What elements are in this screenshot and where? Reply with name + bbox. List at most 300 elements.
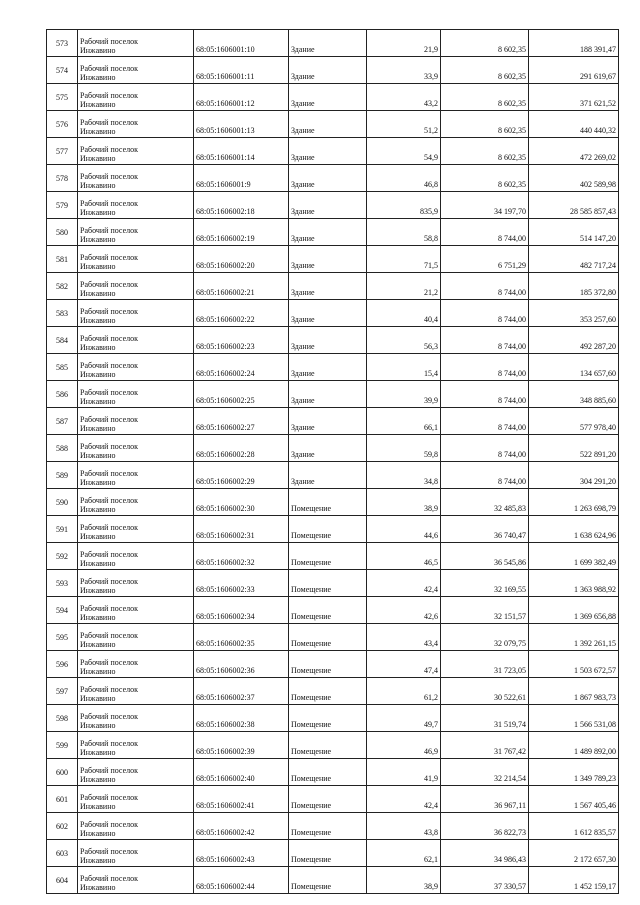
unit-value-cell: 8 744,00 <box>441 300 529 327</box>
table-row <box>47 84 619 111</box>
object-type-cell: Помещение <box>289 516 367 543</box>
unit-value-cell: 8 744,00 <box>441 462 529 489</box>
row-number-cell: 585 <box>47 354 78 381</box>
cadastral-value-cell: 28 585 857,43 <box>529 192 619 219</box>
cadastral-value-table <box>46 29 619 894</box>
table-row <box>47 840 619 867</box>
locality-type-text: Рабочий поселок <box>80 118 139 127</box>
locality-cell <box>78 273 194 300</box>
row-number-cell: 575 <box>47 84 78 111</box>
unit-value-cell: 36 822,73 <box>441 813 529 840</box>
table-row <box>47 516 619 543</box>
object-type-cell: Здание <box>289 138 367 165</box>
cadastral-number-cell: 68:05:1606002:27 <box>194 408 289 435</box>
locality-name-text: Инжавино <box>80 126 116 136</box>
cadastral-value-cell: 2 172 657,30 <box>529 840 619 867</box>
locality-cell <box>78 246 194 273</box>
locality-cell <box>78 57 194 84</box>
cadastral-number-cell: 68:05:1606002:42 <box>194 813 289 840</box>
locality-type-text: Рабочий поселок <box>80 523 139 532</box>
object-type-cell: Здание <box>289 273 367 300</box>
locality-type-text: Рабочий поселок <box>80 334 139 343</box>
cadastral-value-cell: 1 638 624,96 <box>529 516 619 543</box>
row-number-cell: 577 <box>47 138 78 165</box>
table-row <box>47 489 619 516</box>
unit-value-cell: 32 214,54 <box>441 759 529 786</box>
locality-name-text: Инжавино <box>80 450 116 460</box>
row-number-cell: 601 <box>47 786 78 813</box>
table-row <box>47 111 619 138</box>
locality-name-text: Инжавино <box>80 369 116 379</box>
table-row <box>47 165 619 192</box>
object-type-cell: Здание <box>289 327 367 354</box>
locality-cell <box>78 354 194 381</box>
cadastral-number-cell: 68:05:1606001:14 <box>194 138 289 165</box>
locality-cell <box>78 543 194 570</box>
locality-name-text: Инжавино <box>80 855 116 865</box>
locality-type-text: Рабочий поселок <box>80 37 139 46</box>
locality-cell <box>78 516 194 543</box>
row-number-cell: 600 <box>47 759 78 786</box>
table-row <box>47 300 619 327</box>
unit-value-cell: 8 602,35 <box>441 30 529 57</box>
cadastral-number-cell: 68:05:1606002:29 <box>194 462 289 489</box>
table-row <box>47 759 619 786</box>
locality-cell <box>78 489 194 516</box>
object-type-cell: Помещение <box>289 489 367 516</box>
area-cell: 21,2 <box>367 273 441 300</box>
locality-cell <box>78 624 194 651</box>
document-page <box>46 29 619 894</box>
cadastral-number-cell: 68:05:1606001:9 <box>194 165 289 192</box>
area-cell: 58,8 <box>367 219 441 246</box>
unit-value-cell: 30 522,61 <box>441 678 529 705</box>
locality-type-text: Рабочий поселок <box>80 64 139 73</box>
cadastral-number-cell: 68:05:1606002:22 <box>194 300 289 327</box>
object-type-cell: Здание <box>289 219 367 246</box>
locality-cell <box>78 597 194 624</box>
table-row <box>47 381 619 408</box>
locality-type-text: Рабочий поселок <box>80 631 139 640</box>
locality-cell <box>78 651 194 678</box>
cadastral-value-cell: 1 612 835,57 <box>529 813 619 840</box>
locality-type-text: Рабочий поселок <box>80 847 139 856</box>
area-cell: 34,8 <box>367 462 441 489</box>
cadastral-number-cell: 68:05:1606002:40 <box>194 759 289 786</box>
table-row <box>47 192 619 219</box>
cadastral-number-cell: 68:05:1606002:36 <box>194 651 289 678</box>
locality-name-text: Инжавино <box>80 882 116 892</box>
object-type-cell: Помещение <box>289 543 367 570</box>
row-number-cell: 574 <box>47 57 78 84</box>
area-cell: 42,6 <box>367 597 441 624</box>
unit-value-cell: 31 519,74 <box>441 705 529 732</box>
table-row <box>47 462 619 489</box>
locality-cell <box>78 111 194 138</box>
object-type-cell: Помещение <box>289 759 367 786</box>
locality-type-text: Рабочий поселок <box>80 361 139 370</box>
cadastral-number-cell: 68:05:1606002:39 <box>194 732 289 759</box>
object-type-cell: Помещение <box>289 624 367 651</box>
cadastral-number-cell: 68:05:1606002:21 <box>194 273 289 300</box>
cadastral-value-cell: 482 717,24 <box>529 246 619 273</box>
locality-name-text: Инжавино <box>80 234 116 244</box>
locality-type-text: Рабочий поселок <box>80 172 139 181</box>
object-type-cell: Помещение <box>289 651 367 678</box>
locality-cell <box>78 30 194 57</box>
object-type-cell: Помещение <box>289 732 367 759</box>
locality-type-text: Рабочий поселок <box>80 496 139 505</box>
cadastral-value-cell: 185 372,80 <box>529 273 619 300</box>
locality-cell <box>78 84 194 111</box>
row-number-cell: 604 <box>47 867 78 894</box>
row-number-cell: 599 <box>47 732 78 759</box>
locality-type-text: Рабочий поселок <box>80 199 139 208</box>
row-number-cell: 586 <box>47 381 78 408</box>
unit-value-cell: 8 744,00 <box>441 408 529 435</box>
object-type-cell: Здание <box>289 462 367 489</box>
row-number-cell: 596 <box>47 651 78 678</box>
row-number-cell: 594 <box>47 597 78 624</box>
table-row <box>47 867 619 894</box>
table-row <box>47 219 619 246</box>
locality-type-text: Рабочий поселок <box>80 685 139 694</box>
object-type-cell: Здание <box>289 57 367 84</box>
unit-value-cell: 32 151,57 <box>441 597 529 624</box>
cadastral-number-cell: 68:05:1606002:41 <box>194 786 289 813</box>
unit-value-cell: 8 744,00 <box>441 327 529 354</box>
locality-type-text: Рабочий поселок <box>80 793 139 802</box>
cadastral-number-cell: 68:05:1606002:37 <box>194 678 289 705</box>
locality-type-text: Рабочий поселок <box>80 766 139 775</box>
area-cell: 21,9 <box>367 30 441 57</box>
object-type-cell: Помещение <box>289 678 367 705</box>
cadastral-number-cell: 68:05:1606001:13 <box>194 111 289 138</box>
area-cell: 38,9 <box>367 867 441 894</box>
locality-type-text: Рабочий поселок <box>80 226 139 235</box>
locality-type-text: Рабочий поселок <box>80 604 139 613</box>
area-cell: 46,9 <box>367 732 441 759</box>
unit-value-cell: 8 744,00 <box>441 273 529 300</box>
row-number-cell: 593 <box>47 570 78 597</box>
locality-cell <box>78 840 194 867</box>
locality-name-text: Инжавино <box>80 504 116 514</box>
locality-name-text: Инжавино <box>80 396 116 406</box>
area-cell: 51,2 <box>367 111 441 138</box>
area-cell: 66,1 <box>367 408 441 435</box>
row-number-cell: 584 <box>47 327 78 354</box>
row-number-cell: 588 <box>47 435 78 462</box>
locality-cell <box>78 732 194 759</box>
locality-name-text: Инжавино <box>80 693 116 703</box>
object-type-cell: Здание <box>289 84 367 111</box>
locality-name-text: Инжавино <box>80 72 116 82</box>
area-cell: 42,4 <box>367 570 441 597</box>
locality-cell <box>78 435 194 462</box>
table-row <box>47 246 619 273</box>
locality-name-text: Инжавино <box>80 747 116 757</box>
locality-cell <box>78 192 194 219</box>
locality-name-text: Инжавино <box>80 639 116 649</box>
table-row <box>47 786 619 813</box>
table-row <box>47 678 619 705</box>
table-row <box>47 273 619 300</box>
cadastral-number-cell: 68:05:1606001:12 <box>194 84 289 111</box>
table-row <box>47 408 619 435</box>
cadastral-value-cell: 291 619,67 <box>529 57 619 84</box>
cadastral-value-cell: 1 867 983,73 <box>529 678 619 705</box>
locality-type-text: Рабочий поселок <box>80 388 139 397</box>
table-row <box>47 327 619 354</box>
locality-type-text: Рабочий поселок <box>80 874 139 883</box>
table-row <box>47 597 619 624</box>
locality-cell <box>78 462 194 489</box>
area-cell: 46,5 <box>367 543 441 570</box>
object-type-cell: Здание <box>289 435 367 462</box>
cadastral-value-cell: 353 257,60 <box>529 300 619 327</box>
area-cell: 71,5 <box>367 246 441 273</box>
locality-name-text: Инжавино <box>80 531 116 541</box>
area-cell: 44,6 <box>367 516 441 543</box>
locality-name-text: Инжавино <box>80 666 116 676</box>
table-body <box>47 30 619 894</box>
locality-type-text: Рабочий поселок <box>80 658 139 667</box>
locality-type-text: Рабочий поселок <box>80 253 139 262</box>
area-cell: 33,9 <box>367 57 441 84</box>
locality-type-text: Рабочий поселок <box>80 145 139 154</box>
row-number-cell: 579 <box>47 192 78 219</box>
locality-cell <box>78 705 194 732</box>
unit-value-cell: 8 744,00 <box>441 354 529 381</box>
cadastral-value-cell: 440 440,32 <box>529 111 619 138</box>
locality-name-text: Инжавино <box>80 180 116 190</box>
area-cell: 43,4 <box>367 624 441 651</box>
locality-cell <box>78 867 194 894</box>
cadastral-number-cell: 68:05:1606002:34 <box>194 597 289 624</box>
cadastral-value-cell: 1 263 698,79 <box>529 489 619 516</box>
row-number-cell: 582 <box>47 273 78 300</box>
table-row <box>47 651 619 678</box>
locality-cell <box>78 219 194 246</box>
cadastral-value-cell: 1 699 382,49 <box>529 543 619 570</box>
table-row <box>47 813 619 840</box>
object-type-cell: Помещение <box>289 867 367 894</box>
cadastral-number-cell: 68:05:1606001:11 <box>194 57 289 84</box>
unit-value-cell: 8 602,35 <box>441 111 529 138</box>
cadastral-value-cell: 188 391,47 <box>529 30 619 57</box>
unit-value-cell: 37 330,57 <box>441 867 529 894</box>
cadastral-value-cell: 134 657,60 <box>529 354 619 381</box>
cadastral-value-cell: 472 269,02 <box>529 138 619 165</box>
cadastral-value-cell: 1 363 988,92 <box>529 570 619 597</box>
area-cell: 56,3 <box>367 327 441 354</box>
unit-value-cell: 8 602,35 <box>441 84 529 111</box>
table-row <box>47 543 619 570</box>
area-cell: 49,7 <box>367 705 441 732</box>
locality-cell <box>78 381 194 408</box>
cadastral-value-cell: 1 503 672,57 <box>529 651 619 678</box>
cadastral-value-cell: 348 885,60 <box>529 381 619 408</box>
cadastral-value-cell: 402 589,98 <box>529 165 619 192</box>
locality-name-text: Инжавино <box>80 315 116 325</box>
locality-name-text: Инжавино <box>80 45 116 55</box>
area-cell: 42,4 <box>367 786 441 813</box>
row-number-cell: 598 <box>47 705 78 732</box>
object-type-cell: Здание <box>289 111 367 138</box>
unit-value-cell: 8 602,35 <box>441 165 529 192</box>
row-number-cell: 573 <box>47 30 78 57</box>
locality-name-text: Инжавино <box>80 720 116 730</box>
cadastral-value-cell: 1 567 405,46 <box>529 786 619 813</box>
cadastral-value-cell: 1 489 892,00 <box>529 732 619 759</box>
row-number-cell: 591 <box>47 516 78 543</box>
locality-cell <box>78 138 194 165</box>
unit-value-cell: 32 169,55 <box>441 570 529 597</box>
locality-type-text: Рабочий поселок <box>80 307 139 316</box>
locality-name-text: Инжавино <box>80 153 116 163</box>
object-type-cell: Здание <box>289 354 367 381</box>
locality-type-text: Рабочий поселок <box>80 712 139 721</box>
unit-value-cell: 32 079,75 <box>441 624 529 651</box>
locality-name-text: Инжавино <box>80 558 116 568</box>
area-cell: 43,2 <box>367 84 441 111</box>
locality-cell <box>78 165 194 192</box>
unit-value-cell: 8 744,00 <box>441 219 529 246</box>
locality-name-text: Инжавино <box>80 612 116 622</box>
area-cell: 59,8 <box>367 435 441 462</box>
locality-cell <box>78 300 194 327</box>
row-number-cell: 595 <box>47 624 78 651</box>
locality-name-text: Инжавино <box>80 774 116 784</box>
locality-type-text: Рабочий поселок <box>80 739 139 748</box>
locality-name-text: Инжавино <box>80 585 116 595</box>
cadastral-value-cell: 522 891,20 <box>529 435 619 462</box>
cadastral-number-cell: 68:05:1606002:33 <box>194 570 289 597</box>
unit-value-cell: 36 740,47 <box>441 516 529 543</box>
table-row <box>47 624 619 651</box>
locality-name-text: Инжавино <box>80 99 116 109</box>
area-cell: 38,9 <box>367 489 441 516</box>
table-row <box>47 57 619 84</box>
unit-value-cell: 8 602,35 <box>441 138 529 165</box>
row-number-cell: 581 <box>47 246 78 273</box>
locality-name-text: Инжавино <box>80 342 116 352</box>
locality-name-text: Инжавино <box>80 288 116 298</box>
unit-value-cell: 8 744,00 <box>441 381 529 408</box>
locality-name-text: Инжавино <box>80 423 116 433</box>
cadastral-value-cell: 304 291,20 <box>529 462 619 489</box>
cadastral-value-cell: 371 621,52 <box>529 84 619 111</box>
cadastral-number-cell: 68:05:1606002:31 <box>194 516 289 543</box>
unit-value-cell: 8 602,35 <box>441 57 529 84</box>
cadastral-number-cell: 68:05:1606002:30 <box>194 489 289 516</box>
area-cell: 62,1 <box>367 840 441 867</box>
area-cell: 54,9 <box>367 138 441 165</box>
table-row <box>47 732 619 759</box>
cadastral-number-cell: 68:05:1606002:25 <box>194 381 289 408</box>
locality-cell <box>78 408 194 435</box>
row-number-cell: 590 <box>47 489 78 516</box>
table-row <box>47 705 619 732</box>
table-row <box>47 354 619 381</box>
locality-cell <box>78 678 194 705</box>
row-number-cell: 583 <box>47 300 78 327</box>
locality-type-text: Рабочий поселок <box>80 280 139 289</box>
cadastral-number-cell: 68:05:1606002:18 <box>194 192 289 219</box>
object-type-cell: Здание <box>289 192 367 219</box>
unit-value-cell: 32 485,83 <box>441 489 529 516</box>
cadastral-value-cell: 577 978,40 <box>529 408 619 435</box>
object-type-cell: Помещение <box>289 813 367 840</box>
cadastral-number-cell: 68:05:1606002:44 <box>194 867 289 894</box>
row-number-cell: 587 <box>47 408 78 435</box>
locality-name-text: Инжавино <box>80 801 116 811</box>
unit-value-cell: 31 723,05 <box>441 651 529 678</box>
table-row <box>47 570 619 597</box>
unit-value-cell: 36 967,11 <box>441 786 529 813</box>
locality-type-text: Рабочий поселок <box>80 415 139 424</box>
area-cell: 15,4 <box>367 354 441 381</box>
unit-value-cell: 34 197,70 <box>441 192 529 219</box>
unit-value-cell: 34 986,43 <box>441 840 529 867</box>
locality-name-text: Инжавино <box>80 828 116 838</box>
table-row <box>47 435 619 462</box>
cadastral-value-cell: 1 566 531,08 <box>529 705 619 732</box>
cadastral-number-cell: 68:05:1606002:43 <box>194 840 289 867</box>
locality-name-text: Инжавино <box>80 477 116 487</box>
object-type-cell: Помещение <box>289 705 367 732</box>
locality-type-text: Рабочий поселок <box>80 550 139 559</box>
table-row <box>47 30 619 57</box>
object-type-cell: Помещение <box>289 597 367 624</box>
locality-type-text: Рабочий поселок <box>80 820 139 829</box>
locality-type-text: Рабочий поселок <box>80 91 139 100</box>
locality-cell <box>78 327 194 354</box>
area-cell: 41,9 <box>367 759 441 786</box>
area-cell: 46,8 <box>367 165 441 192</box>
object-type-cell: Здание <box>289 30 367 57</box>
cadastral-number-cell: 68:05:1606002:38 <box>194 705 289 732</box>
cadastral-value-cell: 1 349 789,23 <box>529 759 619 786</box>
area-cell: 835,9 <box>367 192 441 219</box>
row-number-cell: 580 <box>47 219 78 246</box>
cadastral-value-cell: 492 287,20 <box>529 327 619 354</box>
cadastral-value-cell: 1 369 656,88 <box>529 597 619 624</box>
locality-name-text: Инжавино <box>80 261 116 271</box>
cadastral-number-cell: 68:05:1606002:32 <box>194 543 289 570</box>
locality-name-text: Инжавино <box>80 207 116 217</box>
row-number-cell: 597 <box>47 678 78 705</box>
object-type-cell: Здание <box>289 246 367 273</box>
object-type-cell: Здание <box>289 300 367 327</box>
locality-type-text: Рабочий поселок <box>80 469 139 478</box>
locality-cell <box>78 570 194 597</box>
cadastral-number-cell: 68:05:1606002:35 <box>194 624 289 651</box>
cadastral-value-cell: 1 392 261,15 <box>529 624 619 651</box>
unit-value-cell: 8 744,00 <box>441 435 529 462</box>
row-number-cell: 576 <box>47 111 78 138</box>
object-type-cell: Помещение <box>289 840 367 867</box>
row-number-cell: 603 <box>47 840 78 867</box>
object-type-cell: Здание <box>289 381 367 408</box>
cadastral-number-cell: 68:05:1606002:28 <box>194 435 289 462</box>
area-cell: 61,2 <box>367 678 441 705</box>
cadastral-number-cell: 68:05:1606002:24 <box>194 354 289 381</box>
object-type-cell: Здание <box>289 408 367 435</box>
object-type-cell: Здание <box>289 165 367 192</box>
area-cell: 39,9 <box>367 381 441 408</box>
unit-value-cell: 36 545,86 <box>441 543 529 570</box>
